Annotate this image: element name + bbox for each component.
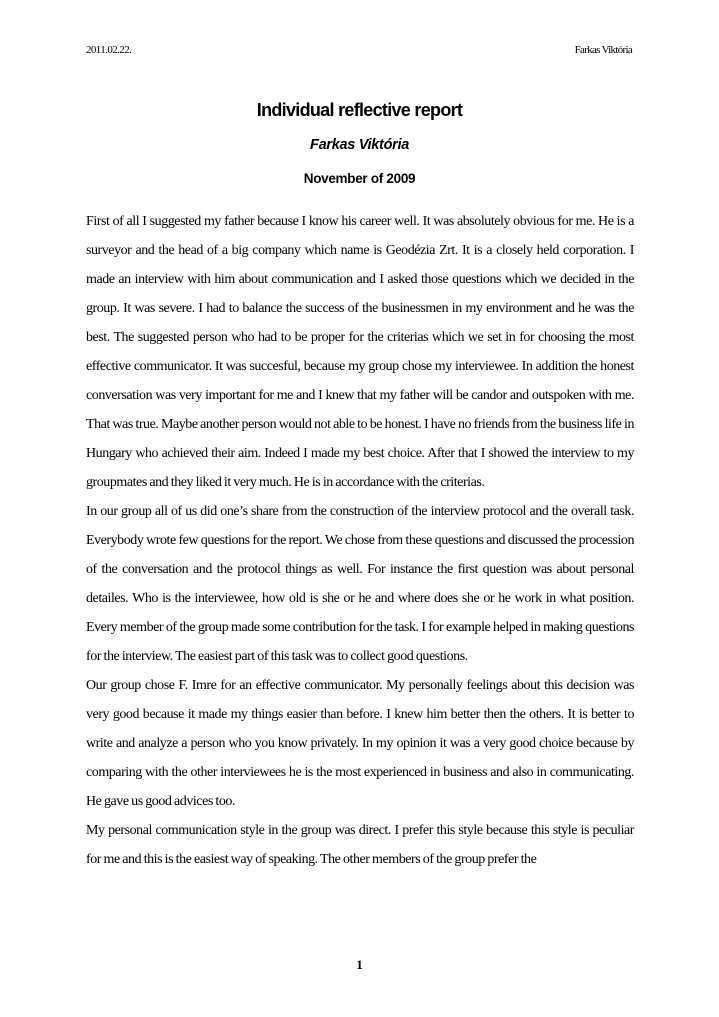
document-title: Individual reflective report — [256, 100, 463, 120]
document-body — [86, 207, 634, 874]
paragraph-1: First of all I suggested my father because I know his career well. It was absolutely obvious for me. He is a surveyor and the head of a big company which name is Geodézia Zrt. It is a closely held corporation. I made an interview with him about communication and I asked those questions which we decided in the group. It was severe. I had to balance the success of the businessmen in my environment and he was the best. The suggested person who had to be proper for the criterias which we set in for choosing the most effective communicator. It was succesful, because my group chose my interviewee. In addition the honest conversation was very important for me and I knew that my father will be candor and outspoken with me. That was true. Maybe another person would not able to be honest. I have no friends from the business life in Hungary who achieved their aim. Indeed I made my best choice. After that I showed the interview to my groupmates and they liked it very much. He is in accordance with the criterias. — [86, 214, 634, 490]
page-number: 1 — [356, 957, 363, 972]
paragraph-4: My personal communication style in the group was direct. I prefer this style because this style is peculiar for me and this is the easiest way of speaking. The other members of the group prefer the — [86, 823, 634, 867]
header-author: Farkas Viktória — [574, 44, 632, 56]
paragraph-3: Our group chose F. Imre for an effective communicator. My personally feelings about this decision was very good because it made my things easier than before. I knew him better then the others. It is better to write and analyze a person who you know privately. In my opinion it was a very good choice because by comparing with the other interviewees he is the most experienced in business and also in communicating. He gave us good advices too. — [86, 678, 634, 809]
document-date: November of 2009 — [303, 171, 416, 186]
document-author: Farkas Viktória — [310, 137, 409, 153]
paragraph-2: In our group all of us did one’s share from the construction of the interview protocol and the overall task. Everybody wrote few questions for the report. We chose from these questions and discussed the procession of the conversation and the protocol things as well. For instance the first question was about personal detailes. Who is the interviewee, how old is she or he and where does she or he work in what position. Every member of the group made some contribution for the task. I for example helped in making questions for the interview. The easiest part of this task was to collect good questions. — [86, 504, 634, 664]
header-date: 2011.02.22. — [86, 44, 132, 56]
